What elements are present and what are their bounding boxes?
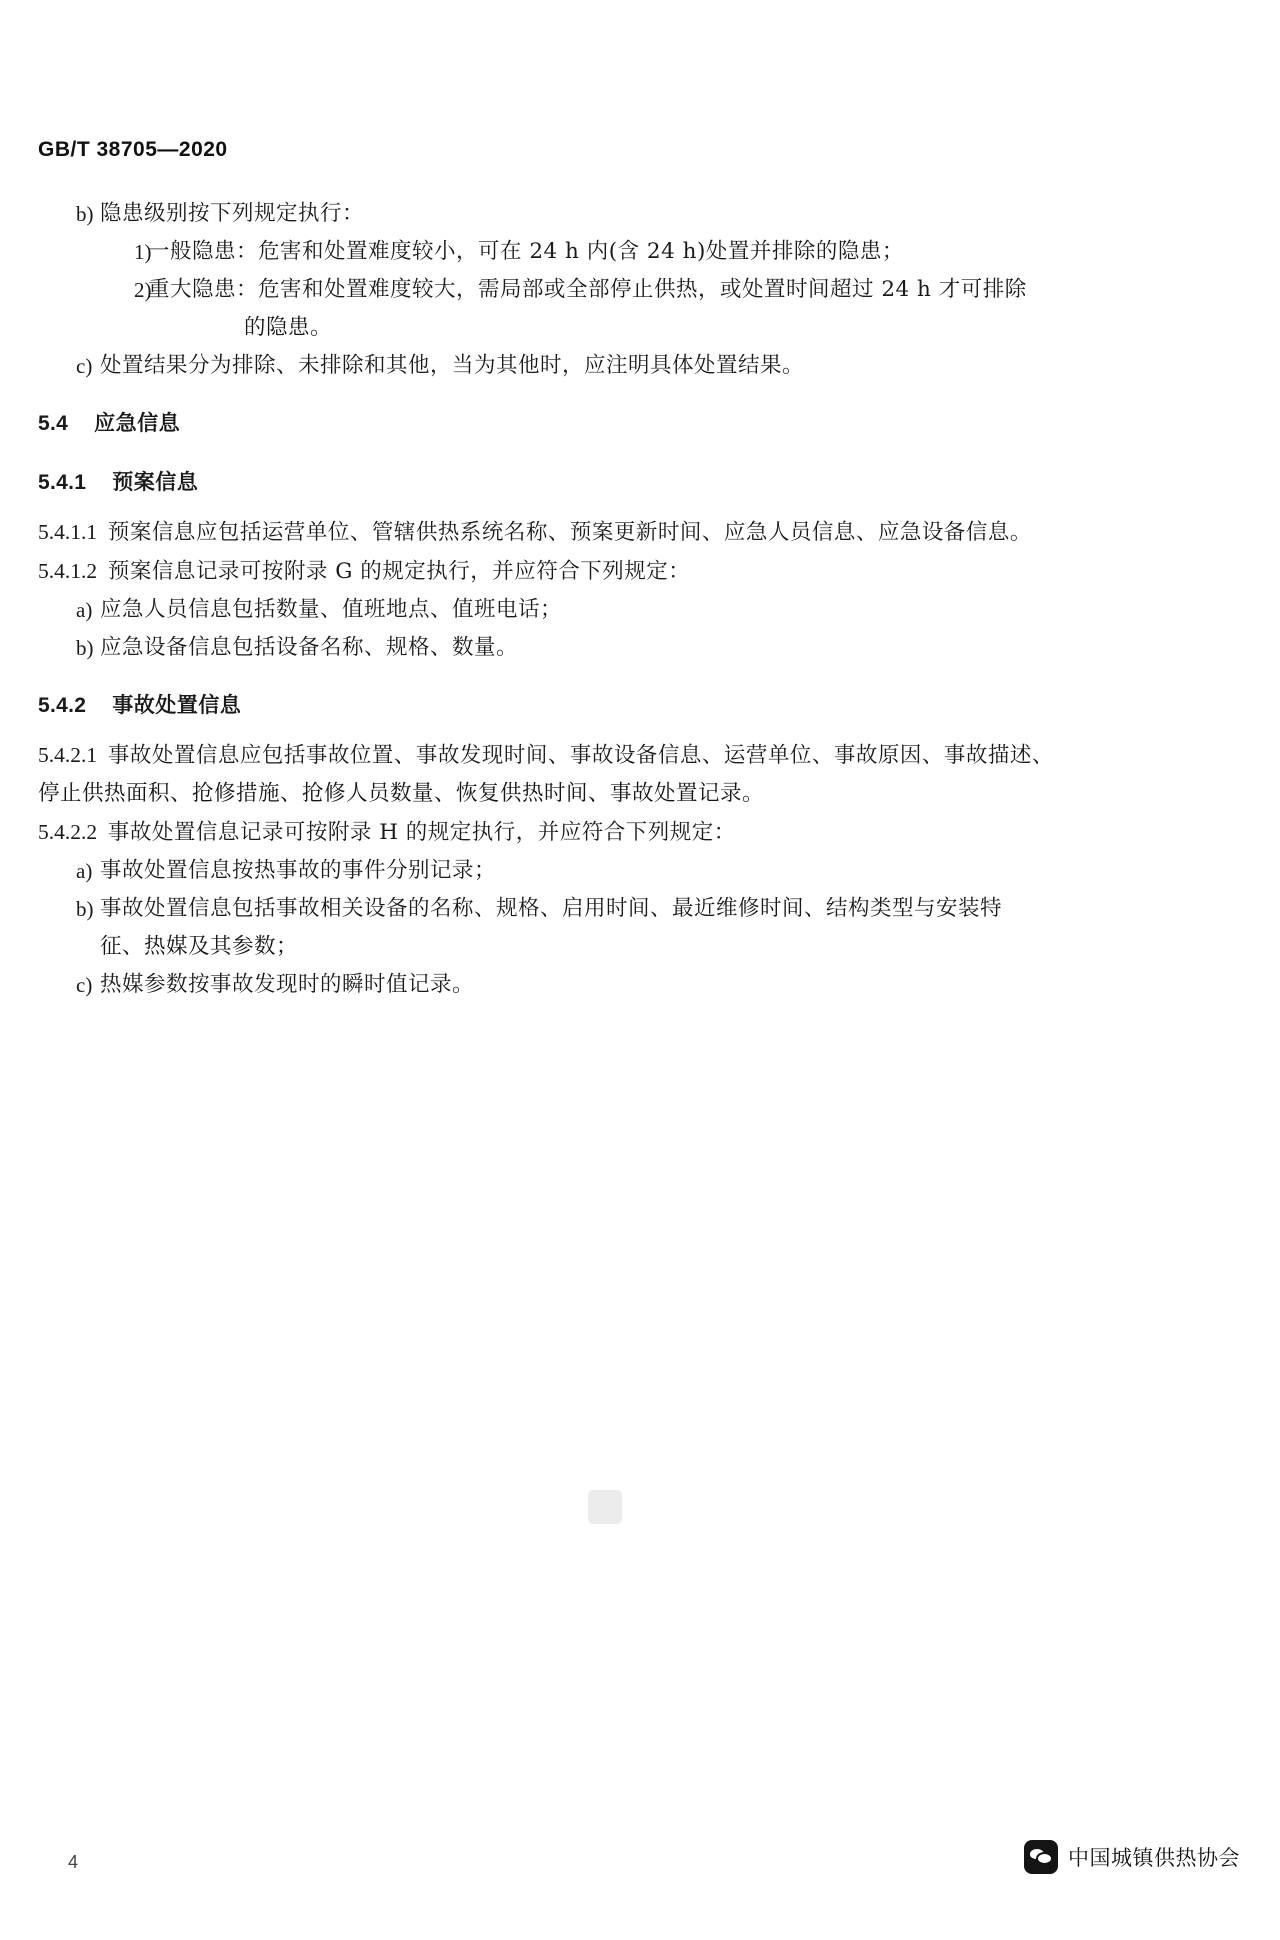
section-title: 应急信息 [94,410,181,435]
list-marker: a) [76,859,93,883]
footer-brand [1024,1840,1240,1874]
list-marker: b) [76,636,94,660]
page-watermark-mark [588,1490,622,1524]
list-item-text: 事故处置信息包括事故相关设备的名称、规格、启用时间、最近维修时间、结构类型与安装特 [100,896,1003,921]
paragraph-5-4-1-1 [38,513,1243,552]
section-title: 事故处置信息 [112,692,242,717]
section-heading-5-4-2 [38,685,1243,726]
list-item [38,966,1243,1004]
list-item-text: 事故处置信息按热事故的事件分别记录； [100,858,497,883]
list-marker: 2) [134,278,152,302]
list-marker: c) [76,354,93,378]
list-item [38,195,1243,233]
section-number: 5.4.1 [38,471,87,494]
paragraph-number: 5.4.2.1 [38,743,98,767]
list-item-text: 隐患级别按下列规定执行： [100,201,365,226]
paragraph-5-4-2-2 [38,813,1243,852]
list-marker: b) [76,897,94,921]
paragraph-number: 5.4.1.1 [38,520,98,544]
list-marker: b) [76,202,94,226]
section-heading-5-4 [38,403,1243,444]
section-number: 5.4 [38,412,69,435]
list-item [38,629,1243,667]
paragraph-5-4-1-2 [38,552,1243,591]
list-marker: 1) [134,240,152,264]
paragraph-number: 5.4.2.2 [38,820,98,844]
list-item-text: 应急设备信息包括设备名称、规格、数量。 [100,635,519,660]
paragraph-text-continued: 停止供热面积、抢修措施、抢修人员数量、恢复供热时间、事故处置记录。 [38,781,765,806]
list-item [38,271,1243,309]
list-item [38,852,1243,890]
list-marker: a) [76,598,93,622]
list-item-text: 处置结果分为排除、未排除和其他，当为其他时，应注明具体处置结果。 [100,353,805,378]
document-body [38,195,1243,1004]
document-header: GB/T 38705—2020 [38,138,228,161]
list-marker: c) [76,973,93,997]
list-item-text-continued: 的隐患。 [244,315,333,340]
paragraph-text: 事故处置信息应包括事故位置、事故发现时间、事故设备信息、运营单位、事故原因、事故描述、 [107,743,1054,768]
wechat-icon [1024,1840,1058,1874]
list-item-text: 重大隐患：危害和处置难度较大，需局部或全部停止供热，或处置时间超过 24 h 才可排除 [148,277,1027,302]
paragraph-number: 5.4.1.2 [38,559,98,583]
paragraph-5-4-2-1 [38,736,1243,775]
list-item [38,347,1243,385]
list-item [38,890,1243,928]
list-item-text-continued: 征、热媒及其参数； [100,934,299,959]
paragraph-text: 预案信息记录可按附录 G 的规定执行，并应符合下列规定： [107,559,691,584]
page-number: 4 [68,1852,79,1872]
paragraph-text: 预案信息应包括运营单位、管辖供热系统名称、预案更新时间、应急人员信息、应急设备信息。 [107,520,1032,545]
paragraph-text: 事故处置信息记录可按附录 H 的规定执行，并应符合下列规定： [107,820,736,845]
section-heading-5-4-1 [38,462,1243,503]
footer-brand-label: 中国城镇供热协会 [1068,1846,1240,1870]
list-item-text: 应急人员信息包括数量、值班地点、值班电话； [100,597,563,622]
list-item [38,591,1243,629]
list-item [38,233,1243,271]
list-item-text: 一般隐患：危害和处置难度较小，可在 24 h 内(含 24 h)处置并排除的隐患； [148,239,904,264]
list-item-text: 热媒参数按事故发现时的瞬时值记录。 [100,972,475,997]
section-number: 5.4.2 [38,694,87,717]
section-title: 预案信息 [112,469,199,494]
